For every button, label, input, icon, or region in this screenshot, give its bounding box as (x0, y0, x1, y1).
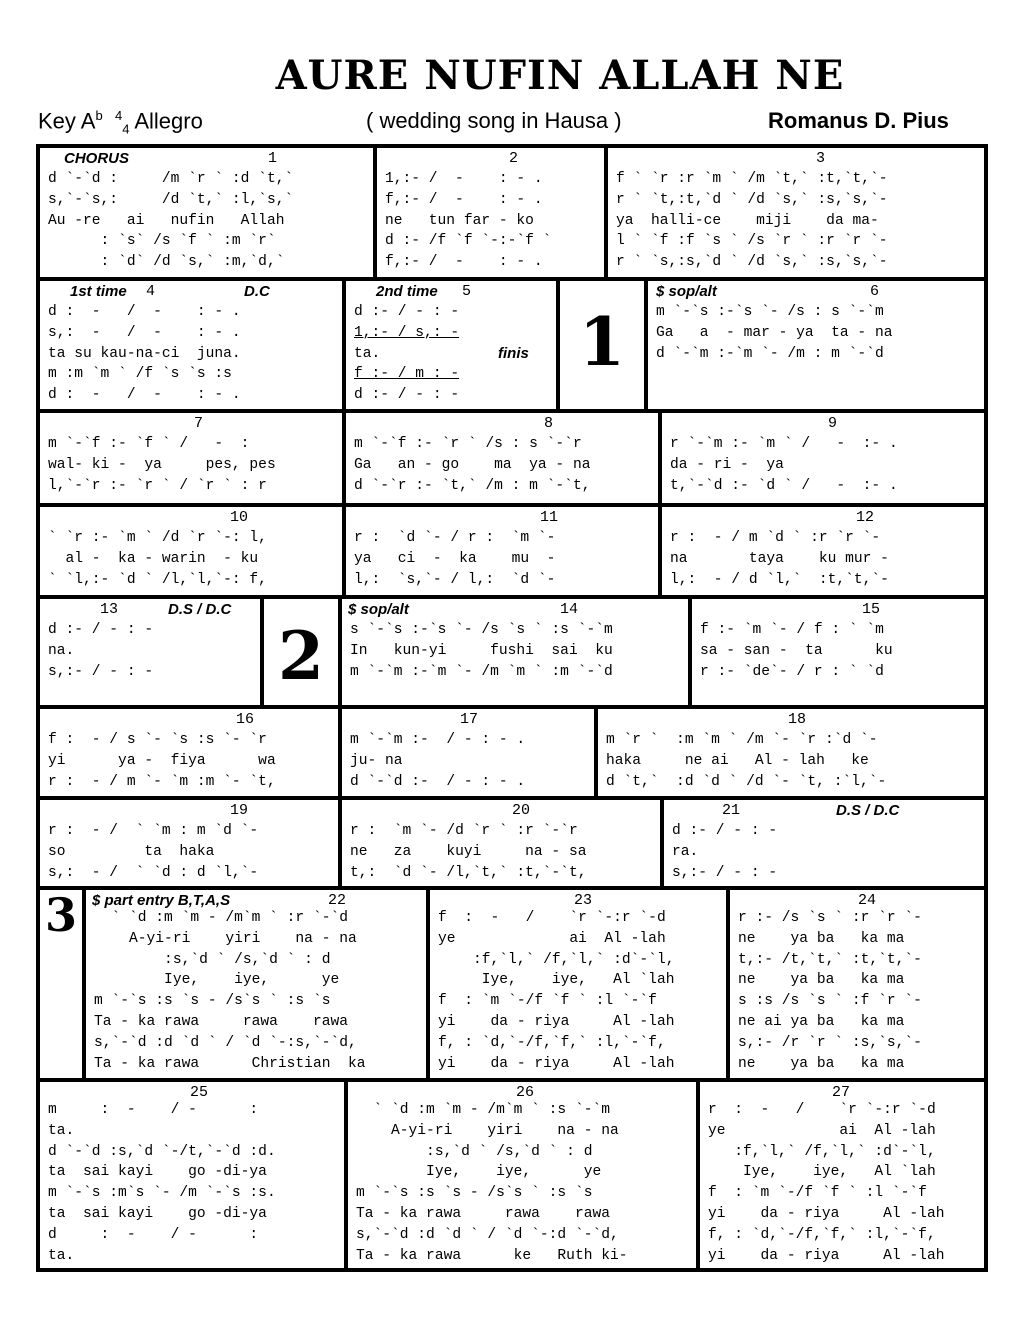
notation-line: m :m `m ` /f `s `s :s (48, 366, 232, 383)
notation-line: f ` `r :r `m ` /m `t,` :t,`t,`- (616, 171, 888, 187)
notation-line: Iye, iye, ye (356, 1164, 602, 1181)
measure-cell (340, 798, 662, 888)
notation-lines (350, 730, 590, 792)
notation-line: al - ka - warin - ku (48, 550, 259, 567)
measure-cell (38, 146, 375, 279)
notation-lines (48, 730, 334, 792)
section-marker (262, 597, 340, 707)
measure-cell (344, 279, 558, 411)
notation-line: :f,`l,` /f,`l,` :d`-`l, (708, 1143, 936, 1160)
notation-line: m `-`s :s `s - /s`s ` :s `s (94, 993, 331, 1010)
notation-line: ta. (48, 1247, 75, 1264)
measure-number: 11 (540, 509, 559, 526)
key-flat: b (95, 108, 103, 123)
notation-line: m : - / - : (48, 1102, 259, 1118)
notation-line: s,: - / ` `d : d `l,`- (48, 864, 259, 881)
measure-cell (38, 798, 340, 888)
notation-line: Iye, iye, ye (94, 972, 340, 989)
notation-lines (670, 528, 980, 590)
notation-line: : `d` /d `s,` :m,`d,` (48, 254, 285, 271)
notation-line: d :- / - : - (48, 622, 154, 638)
section-tag: D.S / D.C (836, 802, 900, 819)
notation-line: r :- `de`- / r : ` `d (700, 663, 884, 680)
measure-cell (698, 1080, 986, 1270)
notation-line: haka ne ai Al - lah ke (606, 752, 869, 769)
notation-line: f : `m `-/f `f ` :l `-`f (708, 1185, 927, 1202)
composer-name: Romanus D. Pius (768, 108, 949, 133)
notation-line: ju- na (350, 752, 403, 769)
measure-number: 4 (146, 283, 156, 300)
notation-line: yi da - riya Al -lah (438, 1055, 675, 1072)
notation-lines (94, 908, 422, 1074)
notation-line: ne ai ya ba ka ma (738, 1013, 905, 1030)
notation-line: :s,`d ` /s,`d ` : d (356, 1143, 593, 1160)
notation-line: l,: `s,`- / l,: `d `- (354, 571, 556, 588)
notation-line: m `-`m :-`m `- /m `m ` :m `-`d (350, 663, 613, 680)
notation-line: ta. (48, 1122, 75, 1139)
notation-line: r : - / `r `-:r `-d (708, 1102, 936, 1118)
measure-cell (606, 146, 986, 279)
measure-cell (38, 597, 262, 707)
measure-number: 1 (268, 150, 278, 167)
notation-line: yi da - riya Al -lah (438, 1013, 675, 1030)
section-tag: 2nd time (376, 283, 438, 300)
time-top: 4 (114, 108, 123, 123)
notation-line: sa - san - ta ku (700, 642, 893, 659)
notation-line: ne za kuyi na - sa (350, 843, 587, 860)
measure-number: 15 (862, 601, 881, 618)
song-title: AURE NUFIN ALLAH NE (275, 52, 845, 99)
notation-line: r : - / ` `m : m `d `- (48, 823, 259, 839)
notation-line: s,`-`s,: /d `t,` :l,`s,` (48, 191, 294, 208)
measure-cell (38, 1080, 346, 1270)
notation-line: f : `m `-/f `f ` :l `-`f (438, 993, 657, 1010)
repeat-tag: D.C (244, 283, 270, 300)
measure-number: 20 (512, 802, 531, 819)
notation-lines (48, 434, 338, 496)
notation-lines (48, 528, 338, 590)
notation-lines (354, 434, 654, 496)
notation-line: so ta haka (48, 843, 215, 860)
measure-number: 5 (462, 283, 472, 300)
measure-number: 2 (509, 150, 519, 167)
notation-line: f,:- / - : - . (385, 191, 543, 208)
section-marker (558, 279, 646, 411)
measure-cell (84, 888, 428, 1080)
notation-line: d : - / - : - . (48, 387, 241, 404)
notation-line: ne ya ba ka ma (738, 1055, 905, 1072)
notation-line: na taya ku mur - (670, 550, 889, 567)
section-tag: D.S / D.C (168, 601, 232, 618)
section-tag: 1st time (70, 283, 127, 300)
notation-line: s,:- / - : - (672, 864, 778, 881)
measure-number: 21 (722, 802, 741, 819)
notation-line: l ` `f :f `s ` /s `r ` :r `r `- (616, 233, 888, 250)
measure-number: 23 (574, 892, 593, 909)
measure-cell (344, 505, 660, 597)
notation-line: d `t,` :d `d ` /d `- `t, :`l,`- (606, 773, 887, 790)
notation-line: s,:- / - : - (48, 663, 154, 680)
notation-line: m `-`s :-`s `- /s : s `-`m (656, 304, 884, 320)
section-tag: $ part entry B,T,A,S (92, 892, 231, 909)
notation-line: ` `d :m `m - /m`m ` :r `-`d (94, 910, 348, 926)
measure-number: 16 (236, 711, 255, 728)
notation-line: t,`-`d :- `d ` / - :- . (670, 477, 898, 494)
notation-lines (708, 1100, 980, 1266)
notation-line: r : `m `- /d `r ` :r `-`r (350, 823, 578, 839)
notation-line: d :- /f `f `-:-`f ` (385, 233, 552, 250)
key-signature (38, 108, 203, 137)
notation-line: d `-`r :- `t,` /m : m `-`t, (354, 477, 591, 494)
notation-line: s,: - / - : - . (48, 324, 241, 341)
notation-line: Iye, iye, Al `lah (708, 1164, 936, 1181)
measure-cell (38, 707, 340, 798)
measure-cell (38, 505, 344, 597)
notation-lines (356, 1100, 692, 1266)
notation-line: ta sai kayi go -di-ya (48, 1164, 267, 1181)
measure-number: 3 (816, 150, 826, 167)
notation-lines (48, 169, 369, 273)
notation-lines (385, 169, 600, 273)
notation-line: 1,:- / - : - . (385, 171, 543, 187)
notation-line: f : - / `r `-:r `-d (438, 910, 666, 926)
notation-line: s `-`s :-`s `- /s `s ` :s `-`m (350, 622, 613, 638)
key-label: Key A (38, 108, 96, 134)
notation-line: ` `d :m `m - /m`m ` :s `-`m (356, 1102, 610, 1118)
measure-number: 25 (190, 1084, 209, 1101)
measure-cell (690, 597, 986, 707)
notation-line: yi ya - fiya wa (48, 752, 276, 769)
notation-line: r : `d `- / r : `m `- (354, 530, 556, 546)
notation-line: m `-`f :- `r ` /s : s `-`r (354, 436, 582, 452)
measure-cell (428, 888, 728, 1080)
measure-number: 7 (194, 415, 204, 432)
measure-cell (38, 279, 344, 411)
notation-lines (438, 908, 722, 1074)
notation-line: ta su kau-na-ci juna. (48, 345, 241, 362)
measure-cell (38, 411, 344, 505)
notation-line: :f,`l,` /f,`l,` :d`-`l, (438, 951, 675, 968)
notation-line: A-yi-ri yiri na - na (356, 1122, 619, 1139)
notation-line: Ga a - mar - ya ta - na (656, 324, 893, 341)
notation-line: m `-`m :- / - : - . (350, 732, 526, 748)
measure-number: 14 (560, 601, 579, 618)
notation-lines (672, 821, 980, 883)
measure-number: 13 (100, 601, 119, 618)
notation-line: ta sai kayi go -di-ya (48, 1205, 267, 1222)
notation-line: s,`-`d :d `d ` / `d `-:d `-`d, (356, 1226, 619, 1243)
notation-line: Ta - ka rawa Christian ka (94, 1055, 366, 1072)
measure-cell (340, 597, 690, 707)
notation-line: Au -re ai nufin Allah (48, 212, 285, 229)
notation-line: r : - / m `- `m :m `- `t, (48, 773, 276, 790)
notation-line: wal- ki - ya pes, pes (48, 456, 276, 473)
section-tag: CHORUS (64, 150, 130, 167)
notation-lines (48, 302, 338, 406)
notation-line: : `s` /s `f ` :m `r` (48, 233, 276, 250)
measure-number: 9 (828, 415, 838, 432)
notation-lines (616, 169, 980, 273)
notation-line: r ` `t,:t,`d ` /d `s,` :s,`s,`- (616, 191, 888, 208)
notation-lines (48, 1100, 340, 1266)
notation-lines (354, 528, 654, 590)
measure-number: 6 (870, 283, 880, 300)
notation-line: r :- /s `s ` :r `r `- (738, 910, 922, 926)
notation-lines (738, 908, 980, 1074)
notation-line: f, : `d,`-/f,`f,` :l,`-`f, (438, 1034, 666, 1051)
measure-cell (662, 798, 986, 888)
measure-number: 8 (544, 415, 554, 432)
notation-line: d :- / - : - (354, 387, 460, 404)
notation-line: m `r ` :m `m ` /m `- `r :`d `- (606, 732, 878, 748)
finis-mark: finis (498, 345, 529, 362)
notation-line: ta. (354, 345, 381, 362)
notation-line: f : - / s `- `s :s `- `r (48, 732, 267, 748)
notation-line: r `-`m :- `m ` / - :- . (670, 436, 898, 452)
notation-lines (350, 821, 656, 883)
notation-line: f :- / m : - (354, 366, 460, 383)
notation-line: t,:- /t,`t,` :t,`t,`- (738, 951, 922, 968)
notation-line: ne tun far - ko (385, 212, 534, 229)
notation-line: t,: `d `- /l,`t,` :t,`-`t, (350, 864, 587, 881)
notation-lines (350, 620, 684, 682)
notation-line: ra. (672, 843, 699, 860)
notation-line: d : - / - : (48, 1226, 259, 1243)
tempo: Allegro (134, 108, 203, 134)
measure-number: 22 (328, 892, 347, 909)
notation-line: l,`-`r :- `r ` / `r ` : r (48, 477, 267, 494)
notation-lines (48, 821, 334, 883)
notation-line: Ta - ka rawa rawa rawa (356, 1205, 610, 1222)
notation-line: r ` `s,:s,`d ` /d `s,` :s,`s,`- (616, 254, 888, 271)
notation-line: ne ya ba ka ma (738, 972, 905, 989)
notation-lines (48, 620, 256, 682)
section-tag: $ sop/alt (656, 283, 717, 300)
notation-line: Ta - ka rawa rawa rawa (94, 1013, 348, 1030)
notation-line: In kun-yi fushi sai ku (350, 642, 613, 659)
song-subtitle: ( wedding song in Hausa ) (366, 108, 622, 133)
notation-line: na. (48, 642, 75, 659)
notation-line: Ga an - go ma ya - na (354, 456, 591, 473)
measure-cell (340, 707, 596, 798)
notation-line: ye ai Al -lah (438, 930, 666, 947)
section-number: 1 (579, 303, 625, 381)
notation-line: ya ci - ka mu - (354, 550, 556, 567)
notation-line: A-yi-ri yiri na - na (94, 930, 357, 947)
notation-lines (606, 730, 980, 792)
notation-line: d `-`d :s,`d `-/t,`-`d :d. (48, 1143, 276, 1160)
notation-line: da - ri - ya (670, 456, 784, 473)
notation-line: yi da - riya Al -lah (708, 1205, 945, 1222)
notation-line: yi da - riya Al -lah (708, 1247, 945, 1264)
notation-line: r : - / m `d ` :r `r `- (670, 530, 881, 546)
notation-line: s,:- /r `r ` :s,`s,`- (738, 1034, 922, 1051)
measure-number: 24 (858, 892, 877, 909)
time-bottom: 4 (122, 121, 130, 137)
measure-cell (344, 411, 660, 505)
measure-cell (660, 411, 986, 505)
notation-line: d `-`d : /m `r ` :d `t,` (48, 171, 294, 187)
measure-cell (596, 707, 986, 798)
notation-line: :s,`d ` /s,`d ` : d (94, 951, 331, 968)
measure-number: 12 (856, 509, 875, 526)
measure-number: 27 (832, 1084, 851, 1101)
notation-lines (700, 620, 980, 682)
notation-line: m `-`f :- `f ` / - : (48, 436, 250, 452)
measure-number: 19 (230, 802, 249, 819)
notation-line: ya halli-ce miji da ma- (616, 212, 879, 229)
notation-lines (656, 302, 980, 364)
notation-line: s,`-`d :d `d ` / `d `-:s,`-`d, (94, 1034, 357, 1051)
measure-number: 26 (516, 1084, 535, 1101)
notation-line: d `-`m :-`m `- /m : m `-`d (656, 345, 884, 362)
notation-line: m `-`s :m`s `- /m `-`s :s. (48, 1185, 276, 1202)
measure-cell (728, 888, 986, 1080)
measure-cell (646, 279, 986, 411)
notation-line: f :- `m `- / f : ` `m (700, 622, 884, 638)
notation-line: 1,:- / s,: - (354, 324, 460, 341)
notation-line: d `-`d :- / - : - . (350, 773, 526, 790)
section-number: 3 (44, 888, 77, 942)
notation-line: ` `l,:- `d ` /l,`l,`-: f, (48, 571, 267, 588)
notation-line: f,:- / - : - . (385, 254, 543, 271)
notation-line: d :- / - : - (354, 304, 460, 320)
measure-number: 10 (230, 509, 249, 526)
notation-line: ye ai Al -lah (708, 1122, 936, 1139)
notation-line: d :- / - : - (672, 823, 778, 839)
notation-lines (670, 434, 980, 496)
measure-number: 17 (460, 711, 479, 728)
notation-line: d : - / - : - . (48, 304, 241, 320)
notation-line: Ta - ka rawa ke Ruth ki- (356, 1247, 628, 1264)
section-number: 2 (278, 617, 324, 695)
section-tag: $ sop/alt (348, 601, 409, 618)
measure-cell (346, 1080, 698, 1270)
notation-line: m `-`s :s `s - /s`s ` :s `s (356, 1185, 593, 1202)
notation-line: s :s /s `s ` :f `r `- (738, 993, 922, 1010)
measure-cell (375, 146, 606, 279)
notation-line: ne ya ba ka ma (738, 930, 905, 947)
notation-line: f, : `d,`-/f,`f,` :l,`-`f, (708, 1226, 936, 1243)
measure-number: 18 (788, 711, 807, 728)
notation-line: l,: - / d `l,` :t,`t,`- (670, 571, 889, 588)
section-marker (38, 888, 84, 1080)
measure-cell (660, 505, 986, 597)
notation-line: ` `r :- `m ` /d `r `-: l, (48, 530, 267, 546)
notation-line: Iye, iye, Al `lah (438, 972, 675, 989)
